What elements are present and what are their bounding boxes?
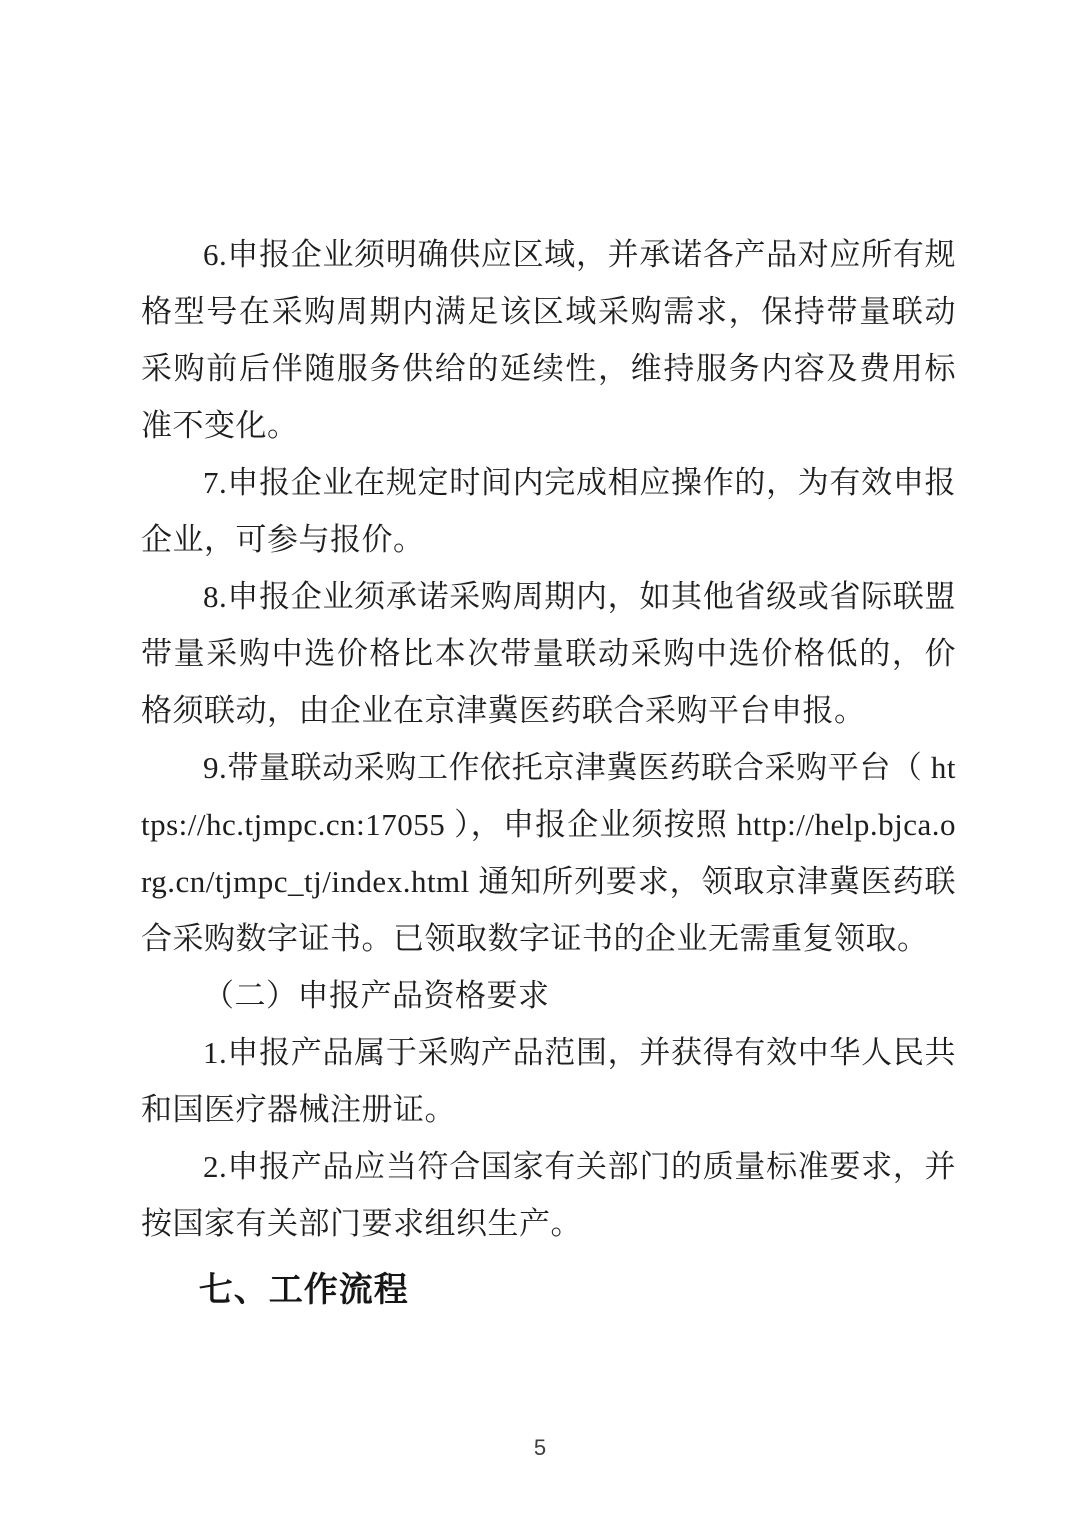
paragraph-item-6: 6.申报企业须明确供应区域，并承诺各产品对应所有规格型号在采购周期内满足该区域采购需求，保持带量联动采购前后伴随服务供给的延续性，维持服务内容及费用标准不变化。 <box>141 237 956 443</box>
section-heading-workflow: 七、工作流程 <box>198 1271 409 1309</box>
page-footer <box>0 1435 1080 1461</box>
paragraph-item-7: 7.申报企业在规定时间内完成相应操作的，为有效申报企业，可参与报价。 <box>141 465 956 557</box>
page-number: 5 <box>533 1435 547 1460</box>
subsection-heading-product-qualification: （二）申报产品资格要求 <box>203 978 550 1013</box>
paragraph-product-item-2: 2.申报产品应当符合国家有关部门的质量标准要求，并按国家有关部门要求组织生产。 <box>141 1149 956 1241</box>
paragraph-product-item-1: 1.申报产品属于采购产品范围，并获得有效中华人民共和国医疗器械注册证。 <box>141 1035 956 1127</box>
document-body <box>141 226 956 1319</box>
paragraph-item-8: 8.申报企业须承诺采购周期内，如其他省级或省际联盟带量采购中选价格比本次带量联动采购中选价格低的，价格须联动，由企业在京津冀医药联合采购平台申报。 <box>141 579 956 728</box>
paragraph-item-9: 9.带量联动采购工作依托京津冀医药联合采购平台（ https://hc.tjmpc.cn:17055 ），申报企业须按照 http://help.bjca.org.cn/tjmpc_tj/index.html 通知所列要求，领取京津冀医药联合采购数字证书。已领取数字证书的企业无需重复领取。 <box>141 750 956 956</box>
